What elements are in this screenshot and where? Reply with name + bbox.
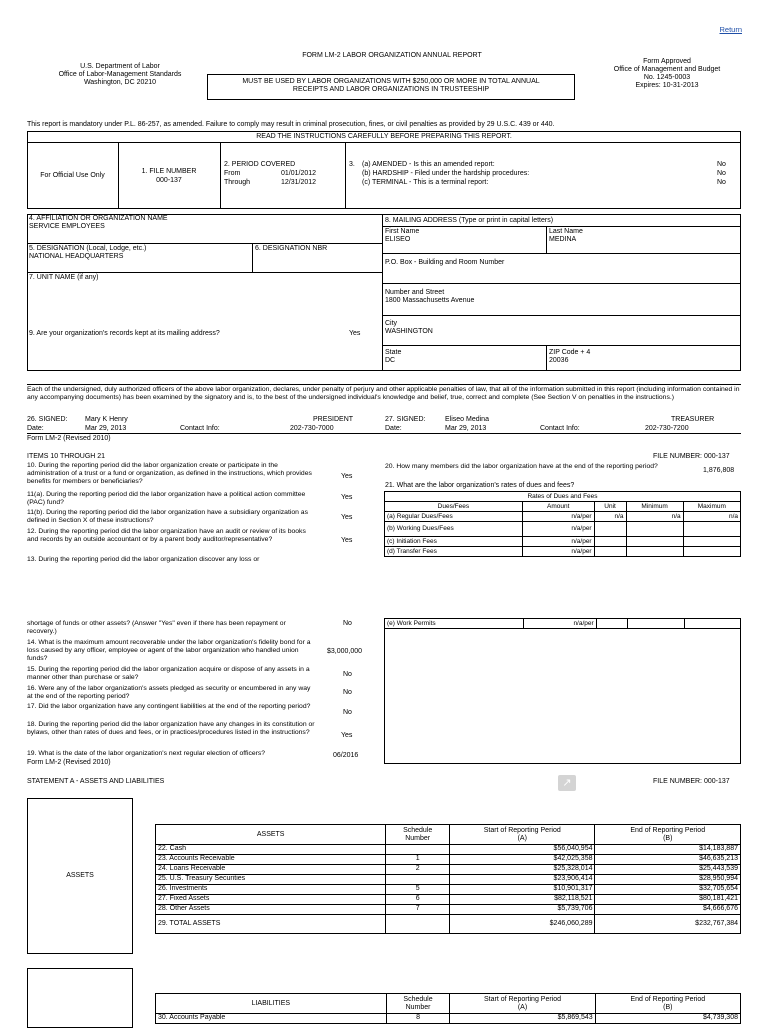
items-heading: ITEMS 10 THROUGH 21 [27, 453, 106, 460]
q18-text: 18. During the reporting period did the labor organization have any changes in its constitution or bylaws, other than rates of dues and fees, or in practices/procedures listed in the instructions? [27, 721, 315, 736]
statement-a-file-number: FILE NUMBER: 000-137 [653, 778, 730, 785]
liabilities-header: LIABILITIES [156, 994, 387, 1014]
liability-label: 30. Accounts Payable [156, 1014, 387, 1024]
organization-section [27, 214, 741, 371]
q15-text: 15. During the reporting period did the labor organization acquire or dispose of any assets in a manner other than purchase or sale? [27, 666, 310, 681]
asset-label: 26. Investments [156, 885, 386, 895]
asset-start: $10,901,317 [449, 885, 595, 895]
designation-nbr-label: 6. DESIGNATION NBR [255, 245, 328, 252]
q10-text: 10. During the reporting period did the labor organization create or participate in the administration of a trust or a fund or organization, as defined in the instructions, which provides benefits for members or beneficiaries? [27, 462, 312, 485]
rates-header: Dues/Fees [385, 502, 523, 512]
rates-label: (a) Regular Dues/Fees [385, 512, 523, 522]
form-title: FORM LM-2 LABOR ORGANIZATION ANNUAL REPORT [302, 52, 482, 59]
rates-min: n/a [626, 512, 683, 522]
phone-26: 202-730-7000 [290, 425, 334, 432]
asset-label: 24. Loans Receivable [156, 865, 386, 875]
rates-amount: n/a [571, 537, 581, 545]
mandatory-notice: This report is mandatory under P.L. 86-257, as amended. Failure to comply may result in criminal prosecution, fines, or civil penalties as provided by 29 U.S.C. 439 or 440. [27, 121, 555, 128]
designation-label: 5. DESIGNATION (Local, Lodge, etc.) [29, 245, 147, 252]
asset-start: $56,040,954 [449, 845, 595, 855]
asset-schedule [386, 845, 450, 855]
asset-start: $23,906,414 [449, 875, 595, 885]
contact-27-label: Contact Info: [540, 425, 580, 432]
first-name-label: First Name [385, 228, 420, 235]
q19-text: 19. What is the date of the labor organization's next regular election of officers? [27, 750, 266, 757]
q13-answer: No [343, 620, 352, 627]
q16-text: 16. Were any of the labor organization's assets pledged as security or encumbered in any way at the end of the reporting period? [27, 685, 311, 700]
q3c-text: (c) TERMINAL - This is a terminal report: [362, 179, 489, 186]
asset-end: $4,666,676 [595, 905, 741, 915]
rates-row: (c) Initiation Fees n/a/per [385, 537, 741, 547]
rates-header: Minimum [626, 502, 683, 512]
liability-start: $5,869,543 [450, 1014, 595, 1024]
street-value: 1800 Massachusetts Avenue [385, 297, 475, 304]
signed-27-title: TREASURER [671, 416, 715, 423]
affiliation-label: 4. AFFILIATION OR ORGANIZATION NAME [29, 215, 168, 222]
q19-answer: 06/2016 [333, 752, 359, 759]
signed-26-label: 26. SIGNED: [27, 416, 68, 423]
signed-26-name: Mary K Henry [85, 416, 128, 423]
start-period-header: Start of Reporting Period (A) [450, 994, 595, 1014]
asset-end: $46,635,213 [595, 855, 741, 865]
q3b-answer: No [717, 170, 726, 177]
table-row [156, 865, 741, 875]
rates-amount: n/a [573, 619, 583, 627]
asset-label: 22. Cash [156, 845, 386, 855]
rates-title: Rates of Dues and Fees [385, 492, 741, 502]
file-number: 000-137 [156, 177, 182, 184]
q12-answer: Yes [341, 537, 353, 544]
table-row [156, 1014, 741, 1024]
asset-schedule: 6 [386, 895, 450, 905]
rates-label: (e) Work Permits [385, 619, 524, 629]
signed-27-name: Eliseo Medina [445, 416, 489, 423]
q15-answer: No [343, 671, 352, 678]
signed-27-label: 27. SIGNED: [385, 416, 426, 423]
state-value: DC [385, 357, 396, 364]
q3c-answer: No [717, 179, 726, 186]
rates-row: (b) Working Dues/Fees n/a/per [385, 522, 741, 537]
rates-label: (c) Initiation Fees [385, 537, 523, 547]
liabilities-table [155, 993, 741, 1024]
q11a-answer: Yes [341, 494, 353, 501]
affiliation-value: SERVICE EMPLOYEES [29, 223, 105, 230]
asset-label: 28. Other Assets [156, 905, 386, 915]
asset-end: $28,950,994 [595, 875, 741, 885]
mailing-label: 8. MAILING ADDRESS (Type or print in capital letters) [385, 217, 554, 224]
total-assets-start: $246,060,289 [449, 915, 595, 934]
q21-text: 21. What are the labor organization's rates of dues and fees? [385, 482, 575, 489]
q13-text: 13. During the reporting period did the labor organization discover any loss or [27, 556, 260, 563]
q12-text: 12. During the reporting period did the labor organization have an audit or review of its books and records by an outside accountant or by a parent body auditor/representative? [27, 528, 306, 543]
state-label: State [385, 349, 402, 356]
date-26: Mar 29, 2013 [85, 425, 127, 432]
last-name-label: Last Name [549, 228, 583, 235]
certification-text: Each of the undersigned, duly authorized officers of the above labor organization, declares, under penalty of perjury and other applicable penalties of law, that all of the information submitted in this report (including information contained in any accompanying documents) has been examined by the signatory and is, to the best of the undersigned individual's knowledge and belief, true, correct and complete (See Section V on penalties in the instructions.) [27, 386, 740, 401]
schedule-header: Schedule Number [386, 994, 450, 1014]
asset-schedule [386, 875, 450, 885]
total-assets-row [156, 915, 741, 934]
asset-schedule: 2 [386, 865, 450, 875]
file-number-label: 1. FILE NUMBER [141, 168, 197, 175]
liabilities-side-box [27, 968, 133, 1028]
q11a-text: 11(a). During the reporting period did the labor organization have a political action committee (PAC) fund? [27, 491, 306, 506]
asset-end: $25,443,539 [595, 865, 741, 875]
rates-unit: per [584, 619, 594, 627]
q14-text: 14. What is the maximum amount recoverable under the labor organization's fidelity bond for a loss caused by any officer, employee or agent of the labor organization who handled union funds? [27, 639, 311, 662]
q3a-answer: No [717, 161, 726, 168]
assets-side-label: ASSETS [66, 872, 94, 879]
street-label: Number and Street [385, 289, 445, 296]
omb-approval: Form Approved Office of Management and Budget No. 1245-0003 Expires: 10-31-2013 [613, 58, 721, 90]
export-icon[interactable]: ↗ [558, 775, 576, 791]
through-label: Through [224, 179, 251, 186]
form-revision: Form LM-2 (Revised 2010) [27, 435, 111, 442]
asset-start: $5,739,706 [449, 905, 595, 915]
asset-schedule: 1 [386, 855, 450, 865]
rates-amount: n/a [571, 525, 581, 533]
asset-schedule: 5 [386, 885, 450, 895]
city-value: WASHINGTON [385, 328, 433, 335]
assets-header: ASSETS [156, 825, 386, 845]
q13-continued: shortage of funds or other assets? (Answer "Yes" even if there has been repayment or recovery.) [27, 620, 286, 635]
po-box-label: P.O. Box - Building and Room Number [385, 259, 505, 266]
q16-answer: No [343, 689, 352, 696]
rates-header: Maximum [683, 502, 740, 512]
q3-number: 3. [349, 161, 355, 168]
instructions-banner: READ THE INSTRUCTIONS CAREFULLY BEFORE PREPARING THIS REPORT. [256, 133, 512, 140]
contact-26-label: Contact Info: [180, 425, 220, 432]
date-26-label: Date: [27, 425, 44, 432]
liability-schedule: 8 [386, 1014, 450, 1024]
start-period-header: Start of Reporting Period (A) [449, 825, 595, 845]
date-27-label: Date: [385, 425, 402, 432]
q20-text: 20. How many members did the labor organization have at the end of the reporting period? [385, 463, 658, 470]
rates-label: (b) Working Dues/Fees [385, 522, 523, 537]
asset-start: $42,025,358 [449, 855, 595, 865]
q9-text: 9. Are your organization's records kept at its mailing address? [29, 330, 220, 337]
last-name: MEDINA [549, 236, 577, 243]
unit-name-label: 7. UNIT NAME (if any) [29, 274, 99, 281]
rates-max: n/a [683, 512, 740, 522]
assets-table [155, 824, 741, 934]
designation-value: NATIONAL HEADQUARTERS [29, 253, 124, 260]
q11b-answer: Yes [341, 514, 353, 521]
rates-table [384, 491, 741, 557]
from-label: From [224, 170, 241, 177]
q11b-text: 11(b). During the reporting period did the labor organization have a subsidiary organization as defined in Section X of these instructions? [27, 509, 308, 524]
period-label: 2. PERIOD COVERED [224, 161, 296, 168]
table-row [156, 845, 741, 855]
signed-26-title: PRESIDENT [313, 416, 354, 423]
asset-label: 27. Fixed Assets [156, 895, 386, 905]
table-row [156, 875, 741, 885]
filing-notice: MUST BE USED BY LABOR ORGANIZATIONS WITH $250,000 OR MORE IN TOTAL ANNUAL RECEIPTS AND LABOR ORGANIZATIONS IN TRUSTEESHIP [207, 74, 575, 100]
q10-answer: Yes [341, 473, 353, 480]
zip-value: 20036 [549, 357, 569, 364]
asset-label: 23. Accounts Receivable [156, 855, 386, 865]
table-row [156, 895, 741, 905]
end-period-header: End of Reporting Period (B) [595, 825, 741, 845]
rates-header: Unit [594, 502, 626, 512]
q3a-text: (a) AMENDED - Is this an amended report: [362, 161, 495, 168]
end-period-header: End of Reporting Period (B) [595, 994, 740, 1014]
zip-label: ZIP Code + 4 [549, 349, 591, 356]
q9-answer: Yes [349, 330, 361, 337]
q20-answer: 1,876,808 [703, 467, 735, 474]
q3b-text: (b) HARDSHIP - Filed under the hardship procedures: [362, 170, 530, 177]
asset-start: $82,118,521 [449, 895, 595, 905]
asset-start: $25,328,014 [449, 865, 595, 875]
asset-schedule: 7 [386, 905, 450, 915]
rates-header: Amount [522, 502, 594, 512]
period-through: 12/31/2012 [281, 179, 317, 186]
period-from: 01/01/2012 [281, 170, 317, 177]
rates-unit: per [582, 512, 592, 520]
rates-amount: n/a [571, 512, 581, 520]
phone-27: 202-730-7200 [645, 425, 689, 432]
official-use: For Official Use Only [40, 172, 105, 179]
asset-end: $80,181,421 [595, 895, 741, 905]
rates-unit-value: n/a [594, 512, 626, 522]
rates-row: (a) Regular Dues/Fees n/a/per n/a n/a n/a [385, 512, 741, 522]
agency-block: U.S. Department of Labor Office of Labor-Management Standards Washington, DC 20210 [58, 63, 182, 87]
first-name: ELISEO [385, 236, 411, 243]
schedule-header: Schedule Number [386, 825, 450, 845]
work-permits-area [384, 628, 741, 764]
q18-answer: Yes [341, 732, 353, 739]
liability-end: $4,739,308 [595, 1014, 740, 1024]
rates-unit: per [582, 525, 592, 533]
date-27: Mar 29, 2013 [445, 425, 487, 432]
q14-answer: $3,000,000 [327, 648, 363, 655]
rates-amount: n/a [571, 547, 581, 555]
table-row [156, 855, 741, 865]
items-file-number: FILE NUMBER: 000-137 [653, 453, 730, 460]
q17-text: 17. Did the labor organization have any contingent liabilities at the end of the reporting period? [27, 703, 311, 710]
asset-end: $14,183,887 [595, 845, 741, 855]
table-row [156, 885, 741, 895]
rates-row: (e) Work Permits n/a/per [385, 619, 741, 629]
rates-row: (d) Transfer Fees n/a/per [385, 547, 741, 557]
asset-label: 25. U.S. Treasury Securities [156, 875, 386, 885]
q17-answer: No [343, 709, 352, 716]
rates-unit: per [582, 537, 592, 545]
asset-end: $32,705,654 [595, 885, 741, 895]
total-assets-label: 29. TOTAL ASSETS [156, 915, 386, 934]
form-revision-2: Form LM-2 (Revised 2010) [27, 759, 111, 766]
statement-a-title: STATEMENT A - ASSETS AND LIABILITIES [27, 778, 165, 785]
rates-label: (d) Transfer Fees [385, 547, 523, 557]
city-label: City [385, 320, 398, 327]
return-link[interactable]: Return [719, 25, 742, 34]
rates-unit: per [582, 547, 592, 555]
table-row [156, 905, 741, 915]
total-assets-end: $232,767,384 [595, 915, 741, 934]
